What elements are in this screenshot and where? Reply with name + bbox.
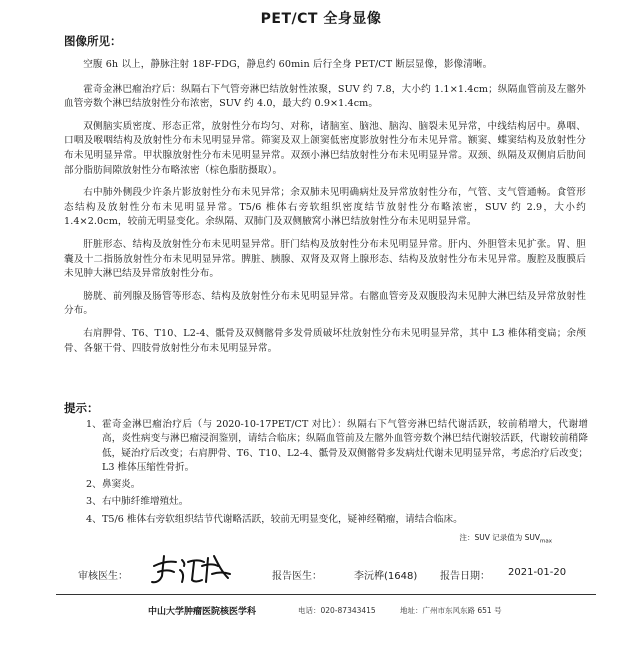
reviewer-label: 审核医生：	[78, 571, 128, 582]
suv-note	[459, 532, 552, 545]
report-title: PET/CT 全身显像	[260, 11, 382, 27]
findings-heading: 图像所见：	[64, 34, 122, 48]
hint-number: 2、	[86, 479, 102, 491]
hint-text: 鼻窦炎。	[102, 479, 141, 491]
findings-paragraph: 双侧脑实质密度、形态正常，放射性分布均匀、对称，诸脑室、脑池、脑沟、脑裂未见异常，中线结构居中。鼻咽、口咽及喉咽结构及放射性分布未见明显异常。筛窦及双上颌窦低密度影放射性分布未见异常。额窦、蝶窦结构及放射性分布未见明显异常。甲状腺放射性分布未见明显异常。双颈小淋巴结放射性分布未见明显异常。双颈、纵隔及双侧肩后肋间部分脂肪间隙放射性分布略浓密（棕色脂肪摄取）。	[64, 120, 586, 176]
suv-note-subscript: max	[540, 538, 552, 545]
findings-paragraph: 膀胱、前列腺及肠管等形态、结构及放射性分布未见明显异常。右髂血管旁及双腹股沟未见肿大淋巴结及异常放射性分布。	[64, 290, 586, 317]
hint-number: 4、	[86, 513, 102, 525]
hints-heading: 提示：	[64, 401, 99, 415]
hint-item	[68, 478, 588, 492]
address: 地址：广州市东风东路 651 号	[400, 606, 502, 615]
findings-paragraph: 空腹 6h 以上，静脉注射 18F-FDG，静息约 60min 后行全身 PET/CT 断层显像，影像清晰。	[83, 59, 493, 70]
hint-number: 1、	[86, 419, 102, 430]
findings-section	[64, 58, 586, 364]
hint-text: 霍奇金淋巴瘤治疗后（与 2020-10-17PET/CT 对比）：纵隔右下气管旁淋巴结代谢活跃，较前稍增大，代谢增高，炎性病变与淋巴瘤浸润鉴别，请结合临床；纵隔血管前及左髂外血管旁数个淋巴结代谢较活跃，代谢较前稍降低，疑治疗后改变；右肩胛骨、T6、T10、L2-4、骶骨及双侧髂骨多发病灶代谢未见明显异常，考虑治疗后改变；L3 椎体压缩性骨折。	[102, 419, 588, 473]
suv-note-text: 注：SUV 记录值为 SUV	[459, 533, 541, 542]
hint-item	[68, 418, 588, 475]
reporter-label: 报告医生：	[272, 571, 322, 582]
hint-item	[68, 513, 588, 527]
footer-divider	[56, 594, 596, 595]
hospital-name: 中山大学肿瘤医院核医学科	[148, 607, 257, 617]
findings-paragraph: 右肩胛骨、T6、T10、L2-4、骶骨及双侧髂骨多发骨质破坏灶放射性分布未见明显异常，其中 L3 椎体稍变扁；余颅骨、各躯干骨、四肢骨放射性分布未见明显异常。	[64, 327, 586, 354]
hint-number: 3、	[86, 496, 102, 508]
date-label: 报告日期：	[440, 571, 490, 582]
report-date: 2021-01-20	[508, 567, 567, 578]
findings-paragraph: 右中肺外侧段少许条片影放射性分布未见异常；余双肺未见明确病灶及异常放射性分布，气管、支气管通畅。食管形态结构及放射性分布未见明显异常。T5/6 椎体右旁软组织密度结节放射性分布略浓密，SUV 约 2.9，大小约 1.4×2.0cm，较前无明显变化。余纵隔、双肺门及双侧腋窝小淋巴结放射性分布未见明显异常。	[64, 187, 586, 228]
hint-text: T5/6 椎体右旁软组织结节代谢略活跃，较前无明显变化，疑神经鞘瘤，请结合临床。	[102, 513, 463, 525]
findings-paragraph: 肝脏形态、结构及放射性分布未见明显异常。肝门结构及放射性分布未见明显异常。肝内、外胆管未见扩张。胃、胆囊及十二指肠放射性分布未见明显异常。脾脏、胰腺、双肾及双肾上腺形态、结构及放射性分布未见异常。腹腔及腹膜后未见肿大淋巴结及异常放射性分布。	[64, 238, 586, 280]
hint-item	[68, 495, 588, 509]
hint-text: 右中肺纤维增殖灶。	[102, 496, 189, 508]
reporter-name: 李沅桦(1648)	[354, 571, 418, 582]
findings-paragraph: 霍奇金淋巴瘤治疗后：纵隔右下气管旁淋巴结放射性浓聚，SUV 约 7.8，大小约 1.1×1.4cm；纵隔血管前及左髂外血管旁数个淋巴结放射性分布浓密，SUV 约 4.0，最大约 0.9×1.4cm。	[64, 83, 586, 110]
phone-number: 电话：020-87343415	[298, 606, 376, 615]
hints-section	[68, 418, 588, 530]
reviewer-signature	[148, 552, 232, 586]
